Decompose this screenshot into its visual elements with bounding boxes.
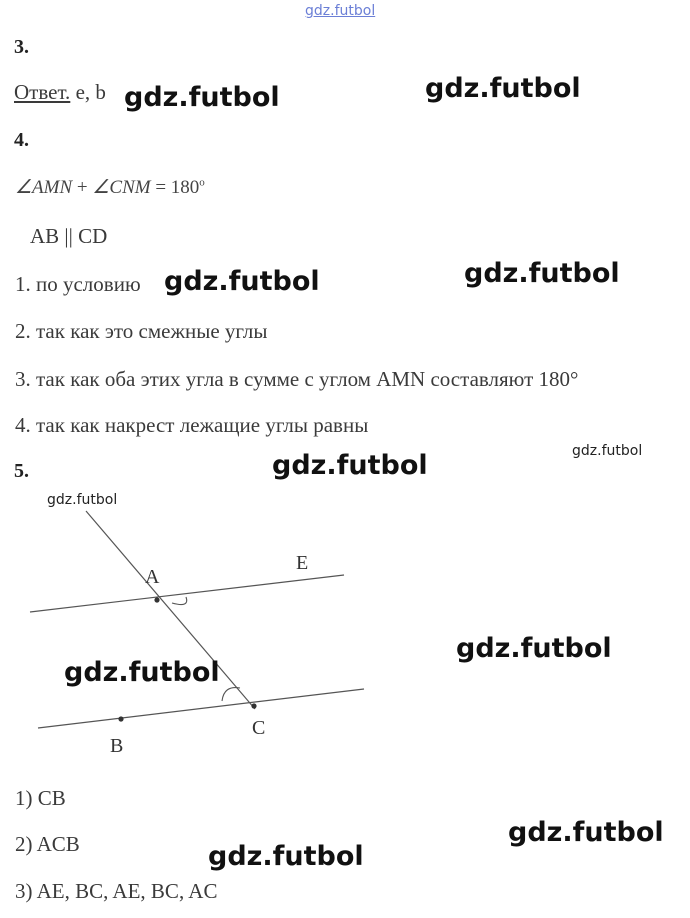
formula-equals: = 180 bbox=[150, 177, 200, 198]
upper-line bbox=[30, 575, 344, 612]
answer-1: 1) CB bbox=[15, 786, 66, 810]
section-3-number: 3. bbox=[14, 36, 29, 58]
watermark: gdz.futbol bbox=[272, 450, 428, 481]
reason-3: 3. так как оба этих угла в сумме с углом AMN составляют 180° bbox=[15, 367, 579, 391]
watermark: gdz.futbol bbox=[164, 266, 320, 297]
section-3-answer bbox=[14, 80, 106, 105]
reason-2: 2. так как это смежные углы bbox=[15, 319, 268, 343]
angle-sum-formula bbox=[15, 176, 205, 199]
reason-4: 4. так как накрест лежащие углы равны bbox=[15, 413, 369, 437]
watermark: gdz.futbol bbox=[456, 633, 612, 664]
watermark: gdz.futbol bbox=[425, 73, 581, 104]
answer-label: Ответ. bbox=[14, 80, 71, 104]
parallel-statement: AB || CD bbox=[30, 224, 108, 248]
point-c bbox=[251, 703, 256, 708]
section-4-number: 4. bbox=[14, 129, 29, 151]
answer-3: 3) AE, BC, AE, BC, AC bbox=[15, 879, 218, 903]
geometry-diagram bbox=[0, 505, 380, 765]
watermark: gdz.futbol bbox=[124, 82, 280, 113]
answer-value: e, b bbox=[70, 80, 106, 104]
answer-2: 2) ACB bbox=[15, 832, 80, 856]
watermark: gdz.futbol bbox=[572, 443, 643, 459]
formula-angle-amn: ∠AMN bbox=[15, 177, 73, 198]
watermark: gdz.futbol bbox=[208, 841, 364, 872]
watermark: gdz.futbol bbox=[508, 817, 664, 848]
formula-angle-cnm: ∠CNM bbox=[92, 177, 151, 198]
section-5-number: 5. bbox=[14, 460, 29, 482]
label-b: B bbox=[110, 735, 124, 757]
angle-arc-a bbox=[172, 597, 187, 605]
watermark: gdz.futbol bbox=[47, 492, 118, 508]
watermark: gdz.futbol bbox=[64, 657, 220, 688]
label-a: A bbox=[145, 566, 160, 588]
lower-line bbox=[38, 689, 364, 728]
formula-plus: + bbox=[72, 177, 93, 198]
label-e: E bbox=[296, 552, 309, 574]
watermark-top[interactable]: gdz.futbol bbox=[305, 3, 376, 19]
point-b bbox=[118, 716, 123, 721]
watermark: gdz.futbol bbox=[464, 258, 620, 289]
angle-arc-c bbox=[222, 688, 240, 701]
reason-1: 1. по условию bbox=[15, 272, 141, 296]
point-a bbox=[154, 597, 159, 602]
formula-degree: o bbox=[199, 176, 205, 189]
label-c: C bbox=[252, 717, 266, 739]
